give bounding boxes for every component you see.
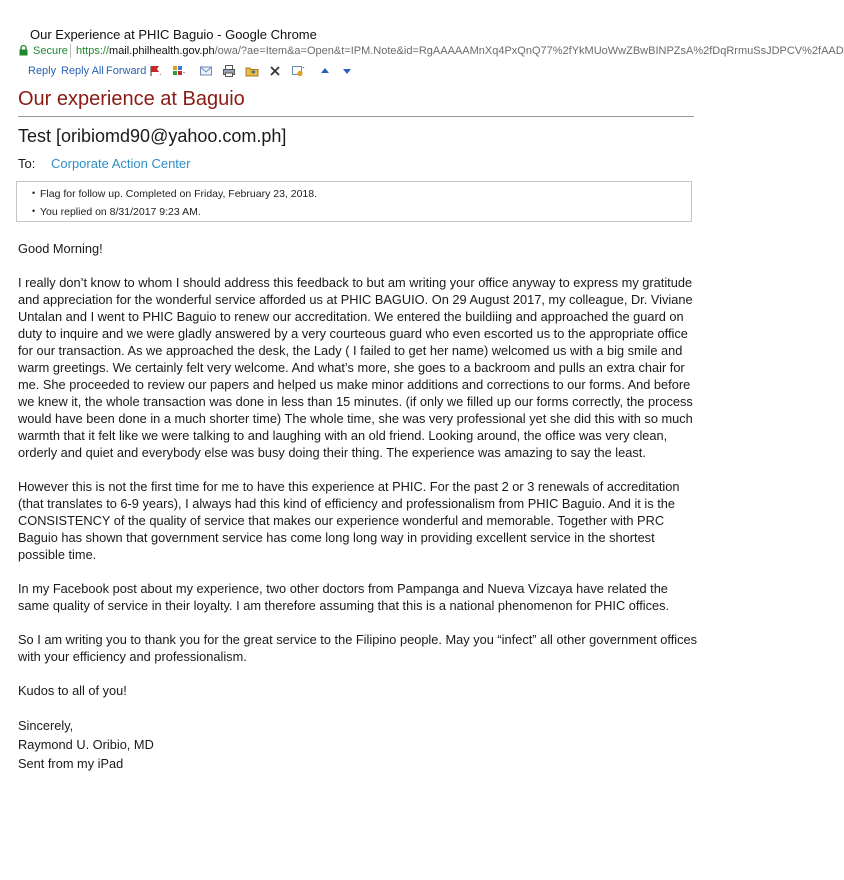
greeting: Good Morning! xyxy=(18,241,103,256)
categorize-icon[interactable] xyxy=(172,64,186,78)
url-separator xyxy=(70,44,71,58)
url-path: /owa/?ae=Item&a=Open&t=IPM.Note&id=RgAAAAAMnXq4PxQnQ77%2fYkMUoWwZBwBINPZsA%2fDqRrmuSsJDPCV%2fAAD xyxy=(214,45,844,57)
message-options-icon[interactable] xyxy=(199,64,213,78)
url-text[interactable] xyxy=(76,45,844,57)
email-body xyxy=(18,240,698,773)
secure-label[interactable]: Secure xyxy=(33,45,68,57)
subject-divider xyxy=(18,116,694,117)
email-sender: Test [oribiomd90@yahoo.com.ph] xyxy=(18,126,287,146)
next-item-icon[interactable] xyxy=(340,64,354,78)
window-title: Our Experience at PHIC Baguio - Google Chrome xyxy=(30,27,317,42)
flag-status-text: • Flag for follow up. Completed on Friday, February 23, 2018. xyxy=(40,188,317,200)
info-bar xyxy=(16,181,692,222)
reply-button[interactable]: Reply xyxy=(28,65,57,77)
print-icon[interactable] xyxy=(222,64,236,78)
body-paragraph: However this is not the first time for me to have this experience at PHIC. For the past 2 or 3 renewals of accreditation (that translates to 6-9 years), I always had this kind of efficiency and professionalism from PHIC Baguio. And it is the CONSISTENCY of the quality of service that makes our experience wonderful and memorable. Together with PRC Baguio has shown that government service has come long long way in providing excellent service in the shortest possible time. xyxy=(18,479,680,562)
url-scheme: https:// xyxy=(76,45,110,57)
to-recipient[interactable]: Corporate Action Center xyxy=(51,156,191,171)
signature-closing: Sincerely, xyxy=(18,718,74,733)
junk-mail-icon[interactable] xyxy=(291,64,305,78)
body-paragraph: Kudos to all of you! xyxy=(18,683,127,698)
email-subject: Our experience at Baguio xyxy=(18,88,245,110)
url-host: mail.philhealth.gov.ph xyxy=(109,45,215,57)
reply-status-text: • You replied on 8/31/2017 9:23 AM. xyxy=(40,206,201,218)
lock-icon xyxy=(19,45,28,56)
body-paragraph: I really don’t know to whom I should address this feedback to but am writing your office anyway to express my gratitude and appreciation for the wonderful service afforded us at PHIC BAGUIO. On 29 August 2017, my colleague, Dr. Viviane Untalan and I went to PHIC Baguio to renew our accreditation. We entered the buildiing and approached the guard on duty to inquire and we were gladly answered by a very courteous guard who even escorted us to the appropriate office for our transaction. As we approached the desk, the Lady ( I failed to get her name) welcomed us with a big smile and warm greetings. We certainly felt very welcome. And what’s more, she goes to a backroom and pulls an extra chair for me. She proceeded to review our papers and helped us make minor additions and corrections to our forms. And before we knew it, the whole transaction was done in less than 15 minutes. (if only we filled up our forms correctly, the process would have been done in a much shorter time) The whole time, she was very professional yet she did this with so much warmth that it felt like we were talking to and laughing with an old friend. Looking around, the office was very clean, orderly and quiet and everybody else was busy doing their thing. The experience was amazing to say the least. xyxy=(18,275,693,460)
forward-button[interactable]: Forward xyxy=(106,65,147,77)
move-to-folder-icon[interactable] xyxy=(245,64,259,78)
signature-device: Sent from my iPad xyxy=(18,756,124,771)
window-titlebar xyxy=(0,0,710,40)
body-paragraph: So I am writing you to thank you for the great service to the Filipino people. May you “infect” all other government offices with your efficiency and professionalism. xyxy=(18,632,698,664)
signature xyxy=(18,716,698,773)
flag-icon[interactable] xyxy=(148,64,162,78)
previous-item-icon[interactable] xyxy=(318,64,332,78)
reply-all-button[interactable]: Reply All xyxy=(61,65,104,77)
delete-icon[interactable] xyxy=(268,64,282,78)
to-label: To: xyxy=(18,156,36,171)
signature-name: Raymond U. Oribio, MD xyxy=(18,737,154,752)
body-paragraph: In my Facebook post about my experience, two other doctors from Pampanga and Nueva Vizcaya have related the same quality of service in their loyalty. I am therefore assuming that this is a national phenomenon for PHIC offices. xyxy=(18,581,670,613)
